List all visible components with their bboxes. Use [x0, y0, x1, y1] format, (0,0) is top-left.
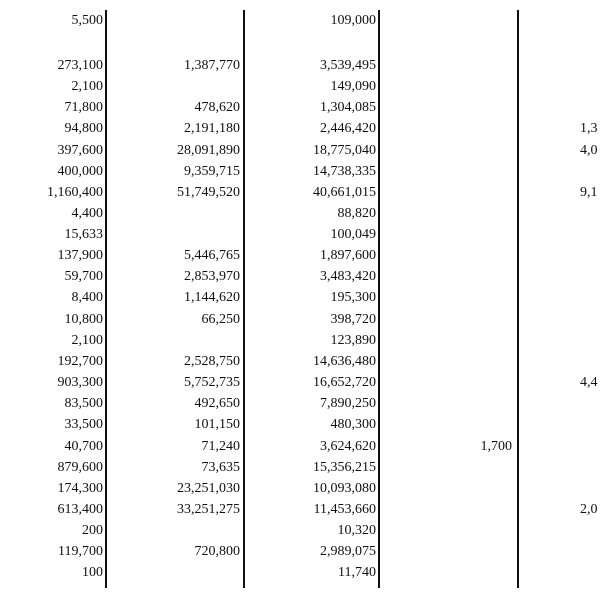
- table-cell-col3: 100,049: [330, 227, 376, 242]
- table-cell-col2: 2,191,180: [184, 121, 240, 136]
- table-row: [0, 288, 600, 308]
- table-cell-col3: 88,820: [337, 206, 376, 221]
- table-cell-col3: 14,738,335: [313, 164, 376, 179]
- table-cell-col3: 2,989,075: [320, 544, 376, 559]
- table-cell-col3: 1,897,600: [320, 248, 376, 263]
- table-cell-col3: 40,661,015: [313, 185, 376, 200]
- table-cell-col2: 66,250: [201, 312, 240, 327]
- table-cell-col1: 5,500: [71, 13, 103, 28]
- table-cell-col3: 10,093,080: [313, 481, 376, 496]
- table-row: [0, 204, 600, 224]
- table-cell-col3: 16,652,720: [313, 375, 376, 390]
- table-cell-col3: 11,453,660: [313, 502, 376, 517]
- table-row: [0, 119, 600, 139]
- table-cell-col3: 2,446,420: [320, 121, 376, 136]
- table-row: [0, 458, 600, 478]
- table-cell-col1: 33,500: [64, 417, 103, 432]
- table-cell-col5: [580, 162, 600, 182]
- table-cell-col5: [580, 352, 600, 372]
- table-cell-col3: 18,775,040: [313, 143, 376, 158]
- table-row: [0, 331, 600, 351]
- table-cell-col1: 903,300: [57, 375, 103, 390]
- table-cell-col2: 51,749,520: [177, 185, 240, 200]
- table-cell-col2: 23,251,030: [177, 481, 240, 496]
- table-cell-col1: 400,000: [57, 164, 103, 179]
- table-row: [0, 183, 600, 203]
- table-row: [0, 500, 600, 520]
- table-cell-col1: 2,100: [71, 333, 103, 348]
- table-cell-col2: 720,800: [194, 544, 240, 559]
- table-cell-col1: 40,700: [64, 439, 103, 454]
- table-row: [0, 479, 600, 499]
- table-cell-col3: 1,304,085: [320, 100, 376, 115]
- table-cell-col2: 492,650: [194, 396, 240, 411]
- table-cell-col5: [580, 56, 600, 76]
- table-cell-col5: [580, 415, 600, 435]
- table-cell-col1: 94,800: [64, 121, 103, 136]
- table-row: [0, 98, 600, 118]
- table-cell-col5: [580, 394, 600, 414]
- table-row: [0, 11, 600, 31]
- table-row: [0, 521, 600, 541]
- table-row: [0, 563, 600, 583]
- table-row: [0, 77, 600, 97]
- table-row: [0, 162, 600, 182]
- table-row: [0, 310, 600, 330]
- table-cell-col3: 3,483,420: [320, 269, 376, 284]
- table-cell-col1: 174,300: [57, 481, 103, 496]
- table-cell-col1: 59,700: [64, 269, 103, 284]
- table-row: [0, 415, 600, 435]
- table-cell-col1: 137,900: [57, 248, 103, 263]
- table-cell-col3: 11,740: [338, 565, 376, 580]
- table-cell-col2: 101,150: [194, 417, 240, 432]
- table-cell-col5: [580, 479, 600, 499]
- table-cell-col2: 5,446,765: [184, 248, 240, 263]
- table-row: [0, 373, 600, 393]
- table-cell-col1: 4,400: [71, 206, 103, 221]
- table-cell-col2: 5,752,735: [184, 375, 240, 390]
- table-cell-col5: 4,4: [580, 375, 598, 390]
- table-cell-col5: [580, 542, 600, 562]
- table-cell-col3: 3,539,495: [320, 58, 376, 73]
- table-cell-col2: 2,853,970: [184, 269, 240, 284]
- table-cell-col3: 398,720: [330, 312, 376, 327]
- table-cell-col2: 28,091,890: [177, 143, 240, 158]
- table-cell-col1: 10,800: [64, 312, 103, 327]
- table-cell-col1: 71,800: [64, 100, 103, 115]
- table-cell-col5: [580, 437, 600, 457]
- table-cell-col2: 71,240: [201, 439, 240, 454]
- table-row: [0, 542, 600, 562]
- table-cell-col5: 9,1: [580, 185, 598, 200]
- table-cell-col4: 1,700: [480, 439, 512, 454]
- table-cell-col1: 613,400: [57, 502, 103, 517]
- table-cell-col3: 149,090: [330, 79, 376, 94]
- table-cell-col3: 7,890,250: [320, 396, 376, 411]
- table-cell-col2: 478,620: [194, 100, 240, 115]
- table-cell-col1: 273,100: [57, 58, 103, 73]
- table-cell-col1: 15,633: [64, 227, 103, 242]
- table-cell-col3: 195,300: [330, 290, 376, 305]
- table-cell-col3: 14,636,480: [313, 354, 376, 369]
- table-cell-col5: [580, 267, 600, 287]
- table-cell-col3: 10,320: [337, 523, 376, 538]
- table-row: [0, 352, 600, 372]
- table-cell-col2: 33,251,275: [177, 502, 240, 517]
- table-cell-col2: 2,528,750: [184, 354, 240, 369]
- table-cell-col2: 1,144,620: [184, 290, 240, 305]
- table-cell-col3: 109,000: [330, 13, 376, 28]
- table-cell-col5: [580, 246, 600, 266]
- table-cell-col1: 397,600: [57, 143, 103, 158]
- table-cell-col1: 192,700: [57, 354, 103, 369]
- table-cell-col2: 9,359,715: [184, 164, 240, 179]
- table-row: [0, 225, 600, 245]
- table-cell-col5: [580, 458, 600, 478]
- table-cell-col2: 1,387,770: [184, 58, 240, 73]
- table-cell-col3: 480,300: [330, 417, 376, 432]
- table-cell-col5: 4,0: [580, 143, 598, 158]
- table-cell-col5: [580, 288, 600, 308]
- table-cell-col1: 100: [82, 565, 103, 580]
- table-cell-col5: 1,3: [580, 121, 598, 136]
- table-cell-col5: [580, 11, 600, 31]
- table-row: [0, 437, 600, 457]
- table-cell-col5: [580, 563, 600, 583]
- table-cell-col5: [580, 331, 600, 351]
- table-cell-col1: 1,160,400: [47, 185, 103, 200]
- table-cell-col1: 83,500: [64, 396, 103, 411]
- table-cell-col3: 3,624,620: [320, 439, 376, 454]
- table-cell-col3: 15,356,215: [313, 460, 376, 475]
- table-cell-col5: [580, 204, 600, 224]
- table-row: [0, 56, 600, 76]
- table-row: [0, 246, 600, 266]
- table-cell-col5: [580, 225, 600, 245]
- table-cell-col1: 119,700: [58, 544, 103, 559]
- table-row: [0, 394, 600, 414]
- table-cell-col3: 123,890: [330, 333, 376, 348]
- table-cell-col5: [580, 310, 600, 330]
- table-cell-col5: [580, 98, 600, 118]
- table-cell-col5: 2,0: [580, 502, 598, 517]
- table-cell-col2: 73,635: [201, 460, 240, 475]
- table-cell-col1: 200: [82, 523, 103, 538]
- table-cell-col1: 2,100: [71, 79, 103, 94]
- table-cell-col5: [580, 77, 600, 97]
- table-cell-col1: 879,600: [57, 460, 103, 475]
- table-cell-col1: 8,400: [71, 290, 103, 305]
- table-row: [0, 141, 600, 161]
- table-row: [0, 267, 600, 287]
- table-cell-col5: [580, 521, 600, 541]
